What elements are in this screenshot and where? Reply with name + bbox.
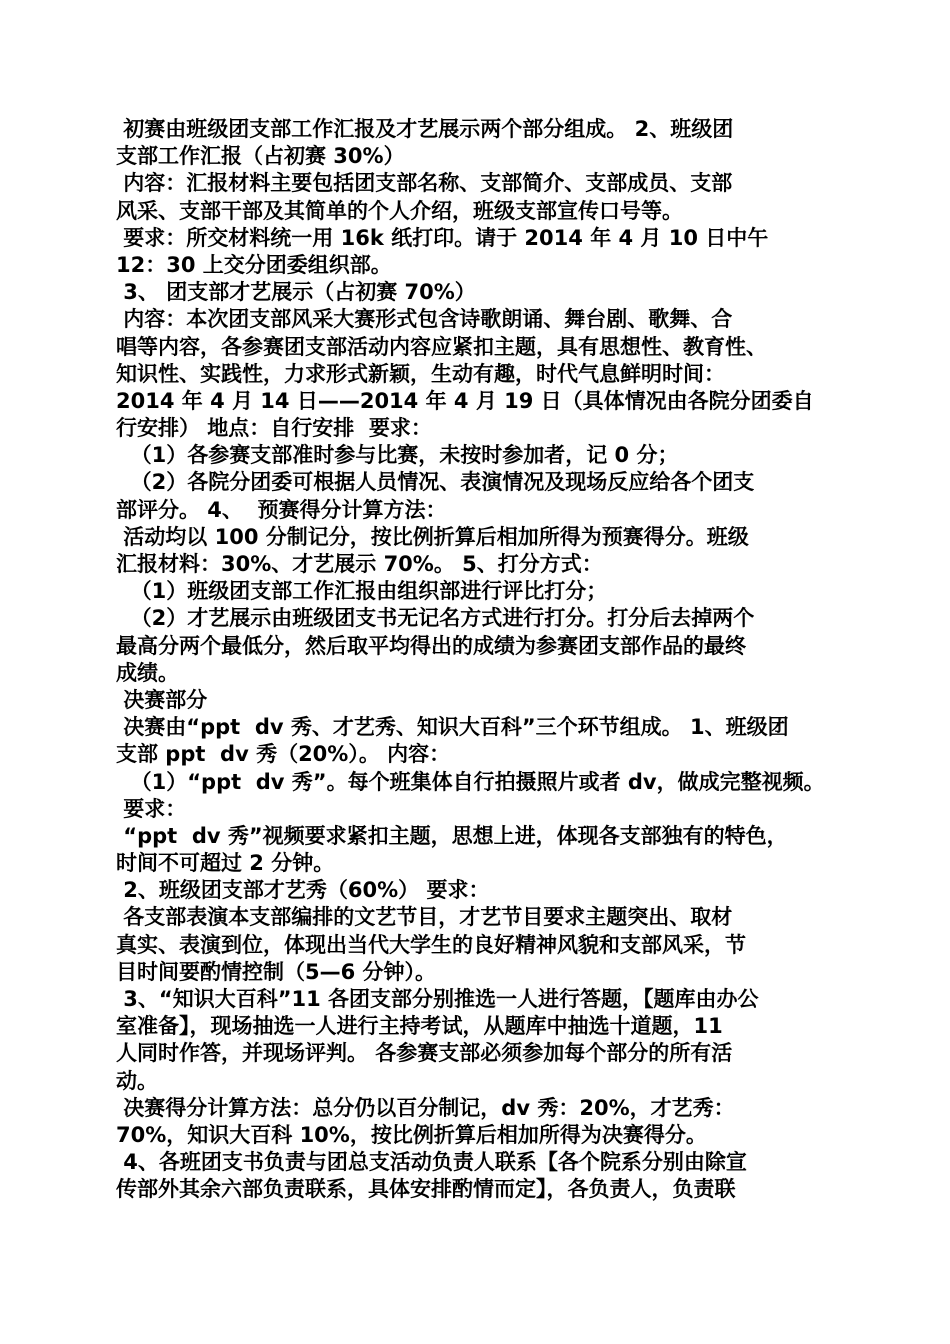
text-line: 初赛由班级团支部工作汇报及才艺展示两个部分组成。 2、班级团 bbox=[116, 117, 734, 141]
text-line: 各支部表演本支部编排的文艺节目，才艺节目要求主题突出、取材 bbox=[116, 905, 733, 930]
text-line: 知识性、实践性，力求形式新颖，生动有趣，时代气息鲜明时间： bbox=[116, 361, 725, 386]
text-line: 内容：汇报材料主要包括团支部名称、支部简介、支部成员、支部 bbox=[116, 171, 733, 196]
section-heading: 决赛部分 bbox=[116, 687, 208, 712]
text-line: “ppt dv 秀”视频要求紧扣主题，思想上进，体现各支部独有的特色， bbox=[116, 823, 788, 848]
text-line: 活动均以 100 分制记分，按比例折算后相加所得为预赛得分。班级 bbox=[116, 524, 749, 549]
text-line: 风采、支部干部及其简单的个人介绍，班级支部宣传口号等。 bbox=[116, 198, 683, 223]
text-line: 支部 ppt dv 秀（20%）。 内容： bbox=[116, 742, 451, 767]
text-line: 传部外其余六部负责联系，具体安排酌情而定】，各负责人，负责联 bbox=[116, 1177, 736, 1202]
text-line: 内容：本次团支部风采大赛形式包含诗歌朗诵、舞台剧、歌舞、合 bbox=[116, 307, 733, 332]
text-line: （2）才艺展示由班级团支书无记名方式进行打分。打分后去掉两个 bbox=[116, 606, 755, 631]
text-line: 时间不可超过 2 分钟。 bbox=[116, 851, 335, 876]
text-line: 70%，知识大百科 10%，按比例折算后相加所得为决赛得分。 bbox=[116, 1122, 707, 1147]
text-line: 室准备】，现场抽选一人进行主持考试，从题库中抽选十道题，11 bbox=[116, 1014, 723, 1039]
text-line: （1）“ppt dv 秀”。每个班集体自行拍摄照片或者 dv，做成完整视频。 bbox=[116, 769, 825, 794]
text-line: 最高分两个最低分，然后取平均得出的成绩为参赛团支部作品的最终 bbox=[116, 633, 746, 658]
text-line: 3、“知识大百科”11 各团支部分别推选一人进行答题，【题库由办公 bbox=[116, 987, 759, 1011]
text-line: 要求：所交材料统一用 16k 纸打印。请于 2014 年 4 月 10 日中午 bbox=[116, 225, 769, 250]
text-line: （1）各参赛支部准时参与比赛，未按时参加者，记 0 分； bbox=[116, 443, 679, 468]
text-line: 3、 团支部才艺展示（占初赛 70%） bbox=[116, 280, 476, 305]
text-line: 行安排） 地点：自行安排 要求： bbox=[116, 416, 432, 441]
text-line: 4、各班团支书负责与团总支活动负责人联系【各个院系分别由除宣 bbox=[116, 1150, 747, 1175]
text-line: 目时间要酌情控制（5—6 分钟）。 bbox=[116, 959, 437, 984]
text-line: 支部工作汇报（占初赛 30%） bbox=[116, 144, 405, 169]
text-line: （1）班级团支部工作汇报由组织部进行评比打分； bbox=[116, 579, 608, 604]
text-line: 2、班级团支部才艺秀（60%） 要求： bbox=[116, 878, 490, 903]
document-body bbox=[116, 116, 851, 1204]
text-line: 部评分。 4、 预赛得分计算方法： bbox=[116, 497, 447, 522]
text-line: 要求： bbox=[116, 796, 187, 821]
text-line: 汇报材料：30%、才艺展示 70%。 5、打分方式： bbox=[116, 552, 603, 576]
text-line: （2）各院分团委可根据人员情况、表演情况及现场反应给各个团支 bbox=[116, 470, 755, 495]
text-line: 成绩。 bbox=[116, 660, 179, 685]
text-line: 动。 bbox=[116, 1068, 158, 1093]
text-line: 2014 年 4 月 14 日——2014 年 4 月 19 日（具体情况由各院分团委自 bbox=[116, 388, 814, 413]
text-line: 决赛由“ppt dv 秀、才艺秀、知识大百科”三个环节组成。 1、班级团 bbox=[116, 715, 789, 740]
text-line: 12：30 上交分团委组织部。 bbox=[116, 252, 392, 277]
text-line: 唱等内容，各参赛团支部活动内容应紧扣主题，具有思想性、教育性、 bbox=[116, 334, 767, 359]
text-line: 真实、表演到位，体现出当代大学生的良好精神风貌和支部风采，节 bbox=[116, 932, 746, 957]
text-line: 人同时作答，并现场评判。 各参赛支部必须参加每个部分的所有活 bbox=[116, 1041, 733, 1066]
text-line: 决赛得分计算方法：总分仍以百分制记，dv 秀：20%，才艺秀： bbox=[116, 1095, 735, 1120]
